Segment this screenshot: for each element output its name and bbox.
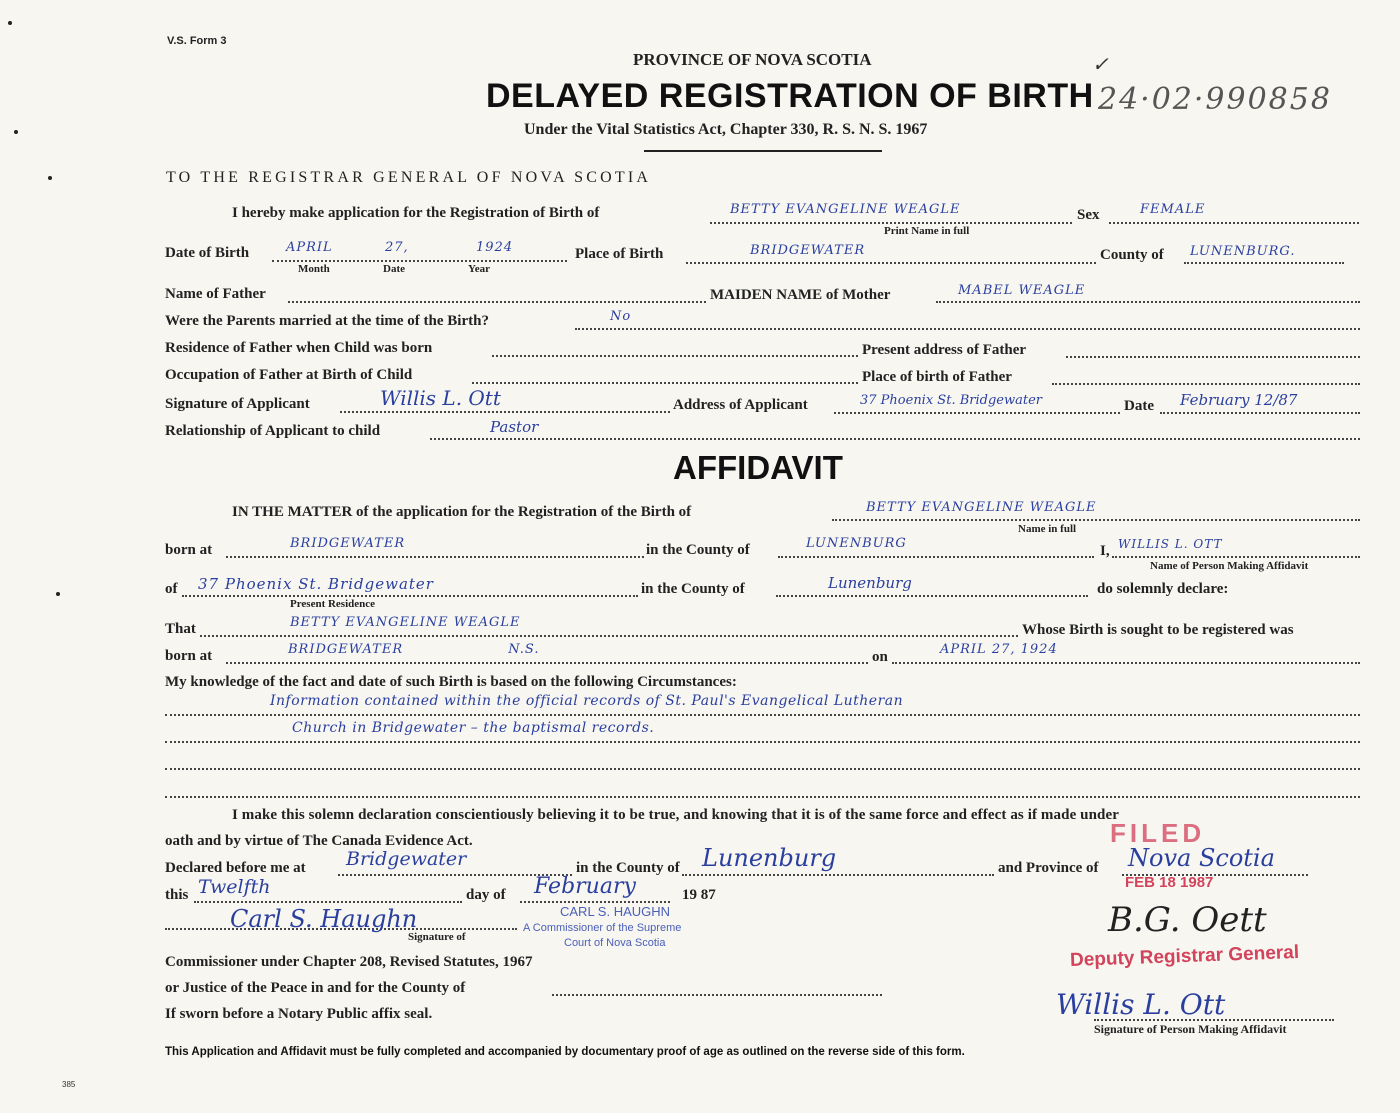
applicant-signature-value: Willis L. Ott (380, 386, 501, 410)
that-label: That (165, 621, 196, 637)
father-address-label: Present address of Father (862, 342, 1027, 358)
married-value: No (610, 309, 632, 324)
mother-name-value: MABEL WEAGLE (958, 283, 1086, 298)
affidavit-county-value: LUNENBURG (806, 536, 907, 551)
declared-year-value: 19 87 (682, 887, 716, 903)
notary-label: If sworn before a Notary Public affix seal. (165, 1006, 433, 1022)
commissioner-stamp-line-1: A Commissioner of the Supreme (523, 922, 682, 934)
commissioner-label: Commissioner under Chapter 208, Revised Statutes, 1967 (165, 954, 533, 970)
in-county-label: in the County of (646, 542, 750, 558)
day-of-label: day of (466, 887, 506, 903)
place-of-birth-value: BRIDGEWATER (750, 243, 866, 258)
year-caption: Year (468, 263, 490, 275)
place-of-birth-label: Place of Birth (575, 246, 664, 262)
affidavit-child-name: BETTY EVANGELINE WEAGLE (866, 500, 1097, 515)
of-label: of (165, 581, 178, 597)
declared-province-value: Nova Scotia (1128, 844, 1275, 872)
born-at-label: born at (165, 542, 213, 558)
affiant-name-value: WILLIS L. OTT (1118, 537, 1223, 551)
margin-mark (48, 176, 52, 180)
affiant-signature: Willis L. Ott (1056, 988, 1226, 1021)
affiant-residence-value: 37 Phoenix St. Bridgewater (198, 575, 434, 593)
form-id: V.S. Form 3 (167, 35, 227, 47)
born-at-value: BRIDGEWATER (290, 536, 406, 551)
married-label: Were the Parents married at the time of the Birth? (165, 313, 489, 329)
to-registrar-line: TO THE REGISTRAR GENERAL OF NOVA SCOTIA (166, 169, 652, 186)
affidavit-matter-text: IN THE MATTER of the application for the Registration of the Birth of (232, 504, 692, 520)
declared-county-value: Lunenburg (702, 844, 837, 872)
commissioner-stamp-name: CARL S. HAUGHN (560, 904, 671, 919)
date-label: Date (1124, 398, 1154, 414)
declared-county-label: in the County of (576, 860, 680, 876)
deputy-registrar-stamp: Deputy Registrar General (1069, 942, 1300, 971)
registration-number: 24·02·990858 (1098, 82, 1332, 117)
declared-month-value: February (534, 874, 636, 899)
solemn-declaration-2: oath and by virtue of The Canada Evidence Act. (165, 833, 473, 849)
relationship-value: Pastor (490, 418, 539, 436)
title-rule (644, 150, 882, 152)
print-name-caption: Print Name in full (884, 225, 970, 237)
commissioner-stamp-line-2: Court of Nova Scotia (564, 937, 666, 949)
born-at-value-2: BRIDGEWATER N.S. (288, 642, 540, 657)
filed-stamp-date: FEB 18 1987 (1125, 874, 1214, 891)
knowledge-label: My knowledge of the fact and date of such Birth is based on the following Circumstances: (165, 674, 737, 690)
whose-birth-label: Whose Birth is sought to be registered was (1022, 622, 1294, 638)
affiant-county-value: Lunenburg (828, 574, 912, 592)
margin-mark (56, 592, 60, 596)
page-code: 385 (62, 1080, 76, 1089)
applicant-signature-label: Signature of Applicant (165, 396, 310, 412)
that-name-value: BETTY EVANGELINE WEAGLE (290, 615, 521, 630)
i-label: I, (1100, 543, 1110, 559)
dob-day-value: 27, (385, 240, 409, 255)
applicant-address-value: 37 Phoenix St. Bridgewater (860, 393, 1042, 408)
applicant-address-label: Address of Applicant (673, 397, 808, 413)
affidavit-heading: AFFIDAVIT (673, 449, 843, 486)
margin-mark (14, 130, 18, 134)
date-caption: Date (383, 263, 405, 275)
filed-stamp: FILED (1110, 818, 1206, 848)
declared-before-label: Declared before me at (165, 860, 306, 876)
in-county-label-2: in the County of (641, 581, 745, 597)
on-date-value: APRIL 27, 1924 (940, 642, 1058, 657)
circumstance-line-1: Information contained within the official records of St. Paul's Evangelical Lutheran (270, 693, 904, 709)
registrar-signature: B.G. Oett (1108, 900, 1267, 940)
this-label: this (165, 887, 189, 903)
sex-value: FEMALE (1140, 202, 1206, 217)
month-caption: Month (298, 263, 330, 275)
dob-label: Date of Birth (165, 245, 250, 261)
declared-day-value: Twelfth (198, 876, 271, 898)
county-label: County of (1100, 247, 1164, 263)
solemnly-declare-label: do solemnly declare: (1097, 581, 1229, 597)
province-heading: PROVINCE OF NOVA SCOTIA (633, 50, 872, 69)
circumstance-line-2: Church in Bridgewater – the baptismal records. (292, 720, 655, 736)
present-residence-caption: Present Residence (290, 598, 376, 610)
form-subtitle: Under the Vital Statistics Act, Chapter 330, R. S. N. S. 1967 (524, 121, 928, 138)
footer-instruction: This Application and Affidavit must be fully completed and accompanied by documentary proof of age as outlined on the reverse side of this form. (165, 1046, 965, 1058)
justice-label: or Justice of the Peace in and for the County of (165, 980, 466, 996)
signature-of-caption: Signature of (408, 931, 466, 943)
county-value: LUNENBURG. (1190, 244, 1296, 259)
father-occupation-label: Occupation of Father at Birth of Child (165, 367, 413, 383)
relationship-label: Relationship of Applicant to child (165, 423, 381, 439)
affiant-signature-caption: Signature of Person Making Affidavit (1094, 1022, 1287, 1036)
name-in-full-caption: Name in full (1018, 523, 1077, 535)
declared-place-value: Bridgewater (346, 848, 467, 870)
born-at-label-2: born at (165, 648, 213, 664)
father-residence-label: Residence of Father when Child was born (165, 340, 433, 356)
dob-month-value: APRIL (286, 240, 333, 255)
application-date-value: February 12/87 (1180, 391, 1298, 409)
solemn-declaration-1: I make this solemn declaration conscientiously believing it to be true, and knowing that it is of the same force and effect as if made under (232, 807, 1120, 823)
margin-mark (8, 21, 12, 25)
father-name-label: Name of Father (165, 286, 266, 302)
affiant-name-caption: Name of Person Making Affidavit (1150, 560, 1309, 572)
commissioner-signature: Carl S. Haughn (230, 905, 418, 933)
father-birthplace-label: Place of birth of Father (862, 369, 1012, 385)
application-intro: I hereby make application for the Registration of Birth of (232, 205, 600, 221)
maiden-name-label: MAIDEN NAME of Mother (710, 287, 891, 303)
check-mark-icon: ✓ (1092, 52, 1109, 76)
child-name-value: BETTY EVANGELINE WEAGLE (730, 202, 961, 217)
dob-year-value: 1924 (476, 240, 514, 255)
form-title: DELAYED REGISTRATION OF BIRTH (486, 77, 1094, 115)
province-label: and Province of (998, 860, 1099, 876)
sex-label: Sex (1077, 207, 1100, 223)
on-label: on (872, 649, 888, 665)
